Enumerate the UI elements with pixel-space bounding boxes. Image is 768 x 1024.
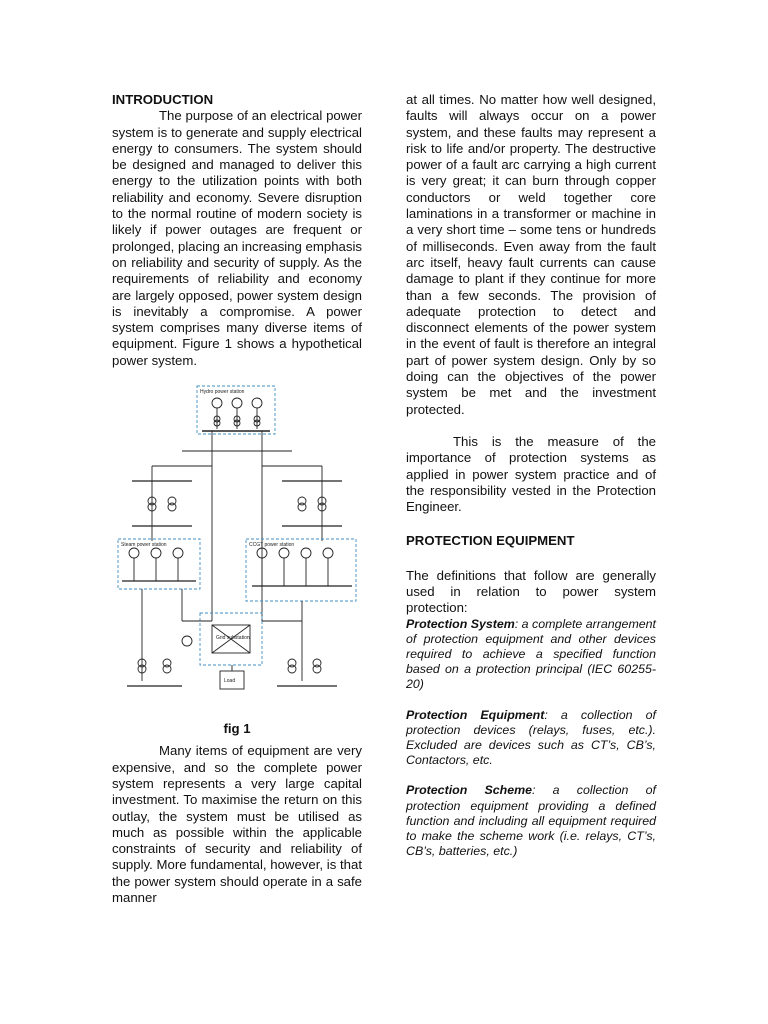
definition-protection-system [406,617,656,693]
power-system-diagram [112,381,362,711]
protection-equipment-heading: PROTECTION EQUIPMENT [406,533,575,549]
top-generator-1 [212,398,222,408]
right-station-label: CCGT power station [249,542,295,549]
definition-text: : a complete arrangement of protection equipment and other devices required to achieve a specified function based on a protection principal (IEC 60255-20) [406,616,656,692]
introduction-heading: INTRODUCTION [112,92,214,107]
right-column [406,92,656,859]
definition-term: Protection Scheme [406,783,533,798]
left-paragraph-2: Many items of equipment are very expensive, and so the complete power system represents a very large capital investment. To maximise the return on this outlay, the system must be utilised as much as possible within the applicable constraints of security and reliability of supply. More fundamental, however, is that the power system should operate in a safe manner [112,743,362,906]
figure-caption: fig 1 [223,721,251,737]
left-station-label: Steam power station [121,542,167,549]
right-paragraph-1: at all times. No matter how well designed, faults will always occur on a power system, and these faults may represent a risk to life and/or property. The destructive power of a fault arc carrying a high current is very great; it can burn through copper conductors or weld together core laminations in a transformer or machine in a very short time – some tens or hundreds of milliseconds. Even away from the fault arc itself, heavy fault currents can cause damage to plant if they continue for more than a few seconds. The provision of adequate protection to detect and disconnect elements of the power system in the event of fault is therefore an integral part of power system design. Only by so doing can the objectives of the power system be met and the investment protected. [406,92,656,417]
power-system-diagram-svg [112,381,362,711]
left-column [112,92,362,906]
right-paragraph-2: This is the measure of the importance of protection systems as applied in power system practice and of the responsibility vested in the Protection Engineer. [406,433,656,515]
load-label: Load [224,678,236,685]
definition-term: Protection Equipment [406,707,545,722]
top-station-label: Hydro power station [200,389,245,396]
definitions-intro: The definitions that follow are generally used in relation to power system protection: [406,567,656,616]
top-generator-2 [232,398,242,408]
definition-protection-equipment [406,708,656,769]
definition-protection-scheme [406,783,656,859]
grid-substation-label: Grid substation [216,635,250,642]
top-generator-3 [252,398,262,408]
definition-term: Protection System [406,616,515,631]
intro-paragraph: The purpose of an electrical power system is to generate and supply electrical energy to consumers. The system should be designed and managed to deliver this energy to the utilization points with both reliability and economy. Severe disruption to the normal routine of modern society is likely if power outages are frequent or prolonged, placing an increasing emphasis on reliability and security of supply. As the requirements of reliability and economy are largely opposed, power system design is inevitably a compromise. A power system comprises many diverse items of equipment. Figure 1 shows a hypothetical power system. [112,108,362,368]
definition-text: : a collection of protection devices (relays, fuses, etc.). Excluded are devices such as CT’s, CB’s, Contactors, etc. [406,707,656,768]
definition-text: : a collection of protection equipment providing a defined function and including all equipment required to make the scheme work (i.e. relays, CT’s, CB’s, batteries, etc.) [406,783,656,859]
